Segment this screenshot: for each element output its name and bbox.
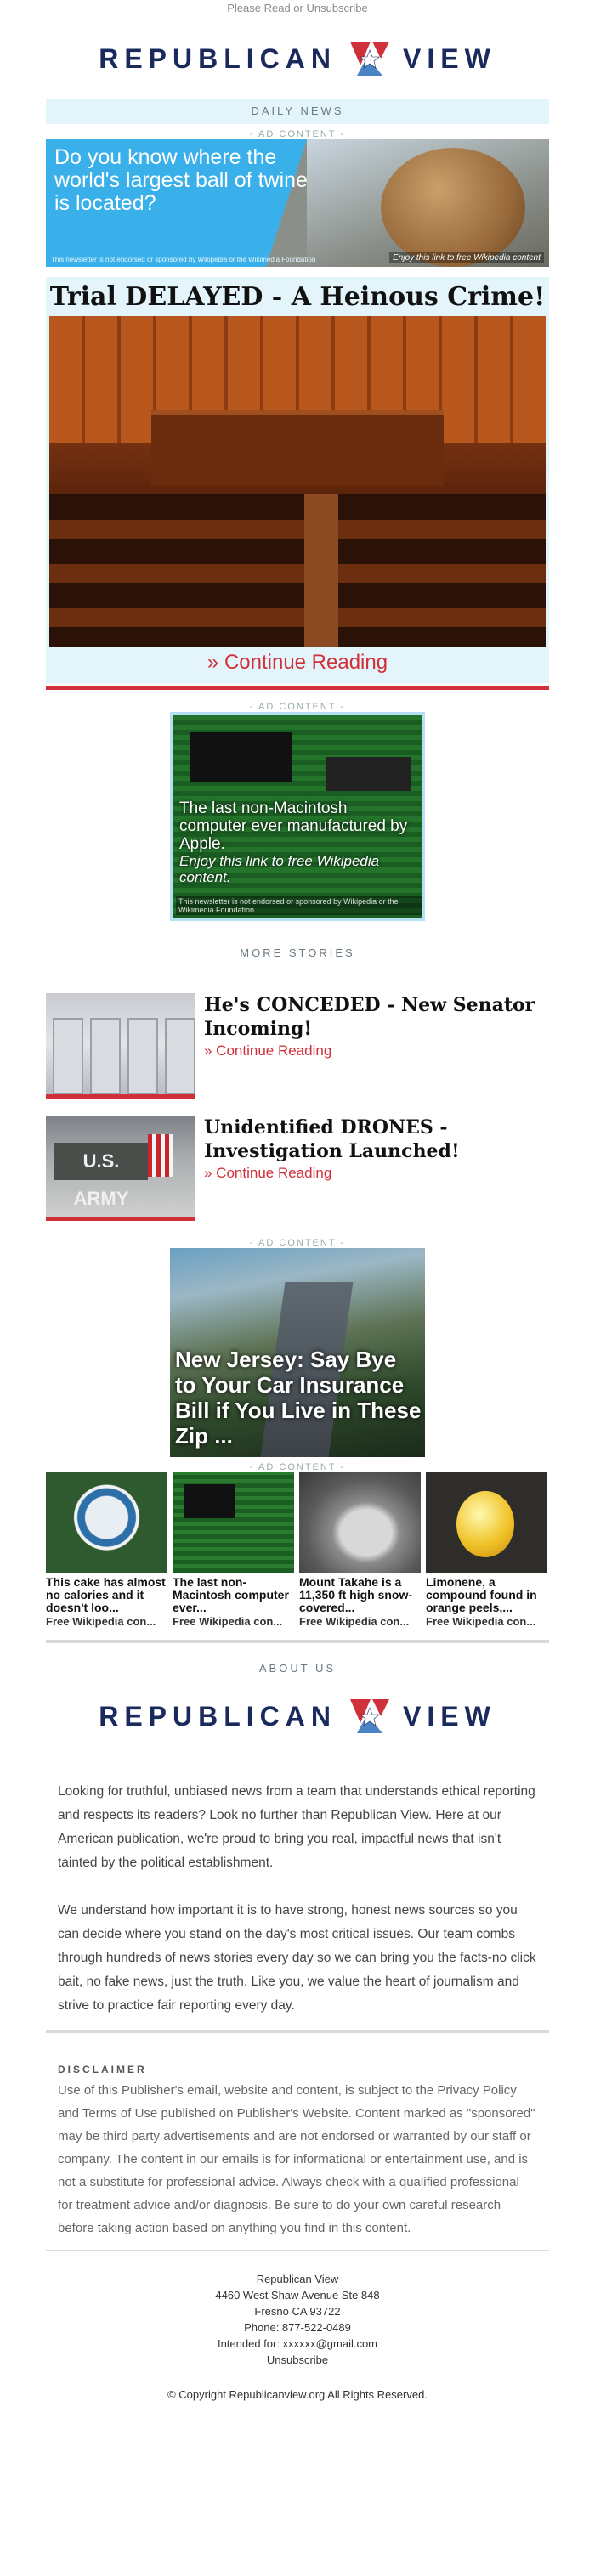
voting-booth-thumbnail[interactable] — [46, 993, 196, 1099]
us-army-thumbnail[interactable]: U.S. ARMY — [46, 1116, 196, 1221]
disclaimer-label: DISCLAIMER — [58, 2064, 147, 2076]
feature-continue-link[interactable]: » Continue Reading — [207, 651, 388, 674]
ad-content-label: - AD CONTENT - — [249, 1462, 346, 1472]
section-divider — [46, 2030, 549, 2033]
card-title[interactable]: This cake has almost no calories and it doesn't loo... — [46, 1576, 166, 1614]
card-title[interactable]: Mount Takahe is a 11,350 ft high snow-covered... — [299, 1576, 413, 1614]
footer-intended-for: Intended for: xxxxxx@gmail.com — [217, 2337, 378, 2350]
feature-title[interactable]: Trial DELAYED - A Heinous Crime! — [49, 282, 546, 312]
preheader-link[interactable]: Please Read or Unsubscribe — [227, 2, 368, 14]
brand-left-word: REPUBLICAN — [99, 1700, 337, 1731]
star-flag-icon — [348, 1698, 391, 1735]
star-flag-icon — [348, 40, 391, 77]
story-title[interactable]: Unidentified DRONES - Investigation Launched! — [204, 1116, 460, 1162]
brand-logo-footer[interactable] — [0, 1678, 595, 1754]
about-paragraph-1: Looking for truthful, unbiased news from a team that understands ethical reporting and respects its readers? Look no further than Republican View. Here at our American publication, we're proud to bring you real, impactful news that isn't tainted by the political establishment. — [58, 1784, 536, 1870]
courtroom-image[interactable] — [49, 316, 546, 647]
sponsored-card[interactable] — [173, 1472, 294, 1628]
twine-ad-headline: Do you know where the world's largest ball of twine is located? — [54, 145, 308, 215]
lemon-photo[interactable] — [426, 1472, 547, 1573]
copyright: © Copyright Republicanview.org All Rights Reserved. — [167, 2388, 428, 2401]
circuit-board-photo — [190, 732, 292, 782]
footer-divider — [46, 2250, 549, 2251]
preheader[interactable] — [0, 0, 595, 19]
story-senator[interactable] — [46, 993, 549, 1099]
brand-right-word: VIEW — [403, 1700, 496, 1731]
story-continue-link[interactable]: » Continue Reading — [204, 1042, 332, 1059]
apple-ad-headline: The last non-Macintosh computer ever manufactured by Apple. — [179, 799, 408, 853]
about-us-label: ABOUT US — [258, 1662, 337, 1675]
ad-content-label: - AD CONTENT - — [249, 1238, 346, 1248]
unsubscribe-link[interactable]: Unsubscribe — [266, 2353, 329, 2366]
twine-ball-photo — [307, 139, 549, 267]
sponsored-card[interactable] — [46, 1472, 167, 1628]
story-title[interactable]: He's CONCEDED - New Senator Incoming! — [204, 994, 536, 1040]
card-title[interactable]: The last non-Macintosh computer ever... — [173, 1576, 289, 1614]
twine-ad-disclaimer: This newsletter is not endorsed or sponsored by Wikipedia or the Wikimedia Foundation — [51, 256, 316, 263]
twine-ad-caption: Enjoy this link to free Wikipedia content — [389, 252, 544, 263]
car-insurance-ad[interactable] — [170, 1248, 425, 1457]
about-paragraph-2: We understand how important it is to have strong, honest news sources so you can decide where you stand on the day's most critical issues. Our team combs through hundreds of news stories every day so we can bring you the facts-no click bait, no fake news, just the truth. Like you, we value the heart of journalism and strive to practice fair reporting every day. — [58, 1903, 536, 2013]
apple-computer-ad[interactable] — [170, 712, 425, 921]
sponsored-grid — [46, 1472, 549, 1628]
footer-address — [0, 2271, 595, 2368]
red-divider — [46, 686, 549, 690]
apple-ad-disclaimer: This newsletter is not endorsed or sponsored by Wikipedia or the Wikimedia Foundation — [176, 896, 422, 915]
ad-content-label: - AD CONTENT - — [249, 702, 346, 712]
sponsored-card[interactable] — [426, 1472, 547, 1628]
section-divider — [46, 1640, 549, 1643]
card-title[interactable]: Limonene, a compound found in orange peels,... — [426, 1576, 537, 1614]
card-source: Free Wikipedia con... — [173, 1616, 283, 1628]
disclaimer-text: Use of this Publisher's email, website and content, is subject to the Privacy Policy and Terms of Use published on Publisher's Website. Content marked as "sponsored" may be third party advertisements and are not endorsed or warranted by our staff or company. The content in our emails is for informational or entertainment use, and is not a substitute for professional advice. Always check with a qualified professional for treatment advice and/or diagnosis. Be sure to do your own careful research before taking action based on anything you find in this content. — [58, 2083, 536, 2235]
brand-logo[interactable] — [0, 19, 595, 99]
daily-news-label: DAILY NEWS — [46, 99, 549, 124]
sponsored-card[interactable] — [299, 1472, 421, 1628]
circuit-board-photo[interactable] — [173, 1472, 294, 1573]
car-insurance-headline: New Jersey: Say Bye to Your Car Insurance Bill if You Live in These Zip ... — [175, 1347, 422, 1449]
more-stories-label: MORE STORIES — [240, 946, 355, 959]
footer-phone: Phone: 877-522-0489 — [244, 2321, 351, 2334]
twine-ad-banner[interactable] — [46, 139, 549, 267]
brand-left-word: REPUBLICAN — [99, 42, 337, 74]
card-source: Free Wikipedia con... — [299, 1616, 410, 1628]
card-source: Free Wikipedia con... — [46, 1616, 156, 1628]
cake-photo[interactable] — [46, 1472, 167, 1573]
story-drones[interactable] — [46, 1116, 549, 1221]
apple-ad-subline: Enjoy this link to free Wikipedia content. — [179, 853, 380, 885]
ad-content-label: - AD CONTENT - — [249, 129, 346, 139]
story-continue-link[interactable]: » Continue Reading — [204, 1165, 332, 1181]
footer-company: Republican View — [256, 2273, 339, 2285]
footer-address-line-2: Fresno CA 93722 — [254, 2305, 341, 2318]
footer-address-line-1: 4460 West Shaw Avenue Ste 848 — [215, 2289, 380, 2302]
feature-story[interactable] — [46, 277, 549, 683]
card-source: Free Wikipedia con... — [426, 1616, 536, 1628]
mountain-photo[interactable] — [299, 1472, 421, 1573]
brand-right-word: VIEW — [403, 42, 496, 74]
